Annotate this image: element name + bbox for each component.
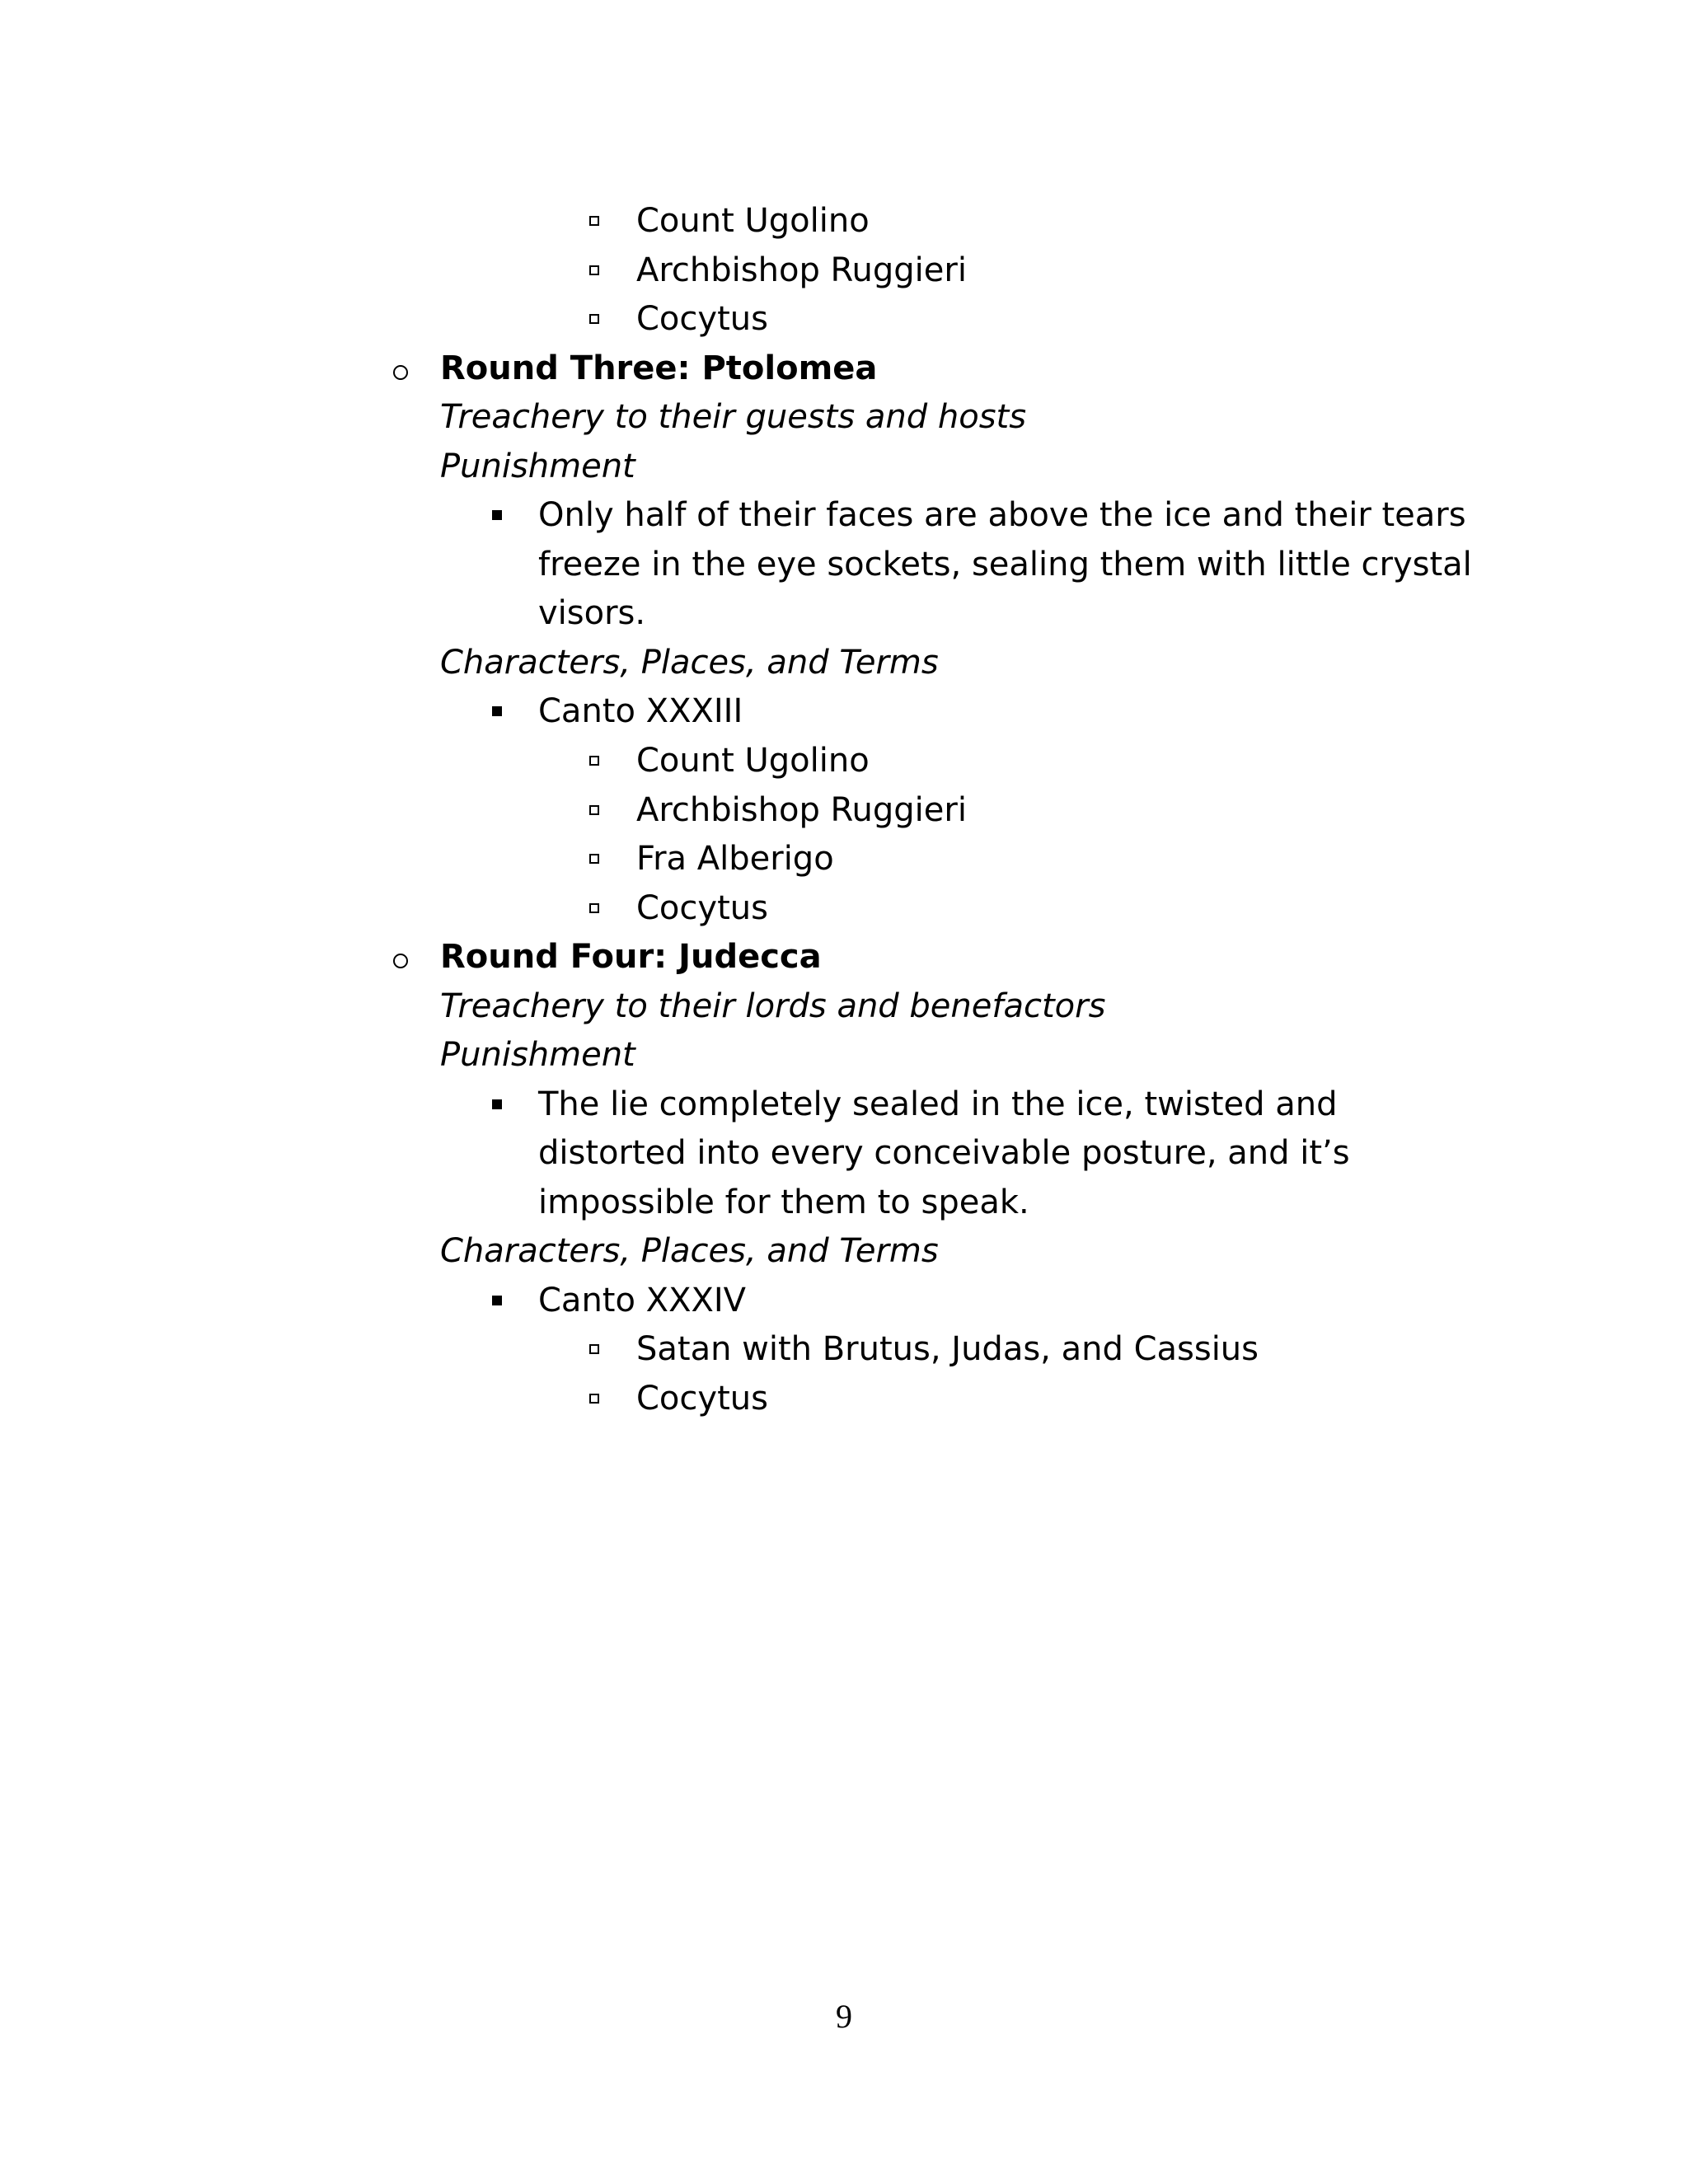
round-three-sin: Treachery to their guests and hosts	[440, 398, 1027, 436]
hollow-square-bullet-icon	[589, 314, 599, 324]
hollow-square-bullet-icon	[589, 1394, 599, 1404]
punishment-text-line: The lie completely sealed in the ice, twisted and	[538, 1085, 1338, 1123]
canto-label: Canto XXXIII	[538, 692, 743, 730]
list-item: Archbishop Ruggieri	[636, 251, 967, 289]
hollow-square-bullet-icon	[589, 216, 599, 226]
round-three-terms-label: Characters, Places, and Terms	[440, 644, 939, 682]
term-item: Archbishop Ruggieri	[636, 791, 967, 829]
square-bullet-icon	[492, 1099, 502, 1109]
term-item: Cocytus	[636, 1380, 768, 1418]
round-four-punishment-label: Punishment	[440, 1036, 635, 1074]
circle-bullet-icon	[393, 954, 408, 968]
square-bullet-icon	[492, 510, 502, 520]
round-three-heading: Round Three: Ptolomea	[440, 349, 878, 387]
round-three-punishment-label: Punishment	[440, 448, 635, 485]
hollow-square-bullet-icon	[589, 903, 599, 913]
hollow-square-bullet-icon	[589, 756, 599, 766]
list-item: Count Ugolino	[636, 202, 870, 240]
canto-label: Canto XXXIV	[538, 1282, 747, 1319]
punishment-text-line: distorted into every conceivable posture, and it’s	[538, 1134, 1350, 1172]
term-item: Count Ugolino	[636, 742, 870, 780]
hollow-square-bullet-icon	[589, 805, 599, 815]
list-item: Cocytus	[636, 300, 768, 338]
term-item: Cocytus	[636, 889, 768, 927]
term-item: Fra Alberigo	[636, 840, 834, 878]
round-four-heading: Round Four: Judecca	[440, 938, 822, 976]
punishment-text-line: visors.	[538, 594, 646, 632]
round-four-terms-label: Characters, Places, and Terms	[440, 1232, 939, 1270]
hollow-square-bullet-icon	[589, 265, 599, 275]
punishment-text-line: impossible for them to speak.	[538, 1183, 1029, 1221]
hollow-square-bullet-icon	[589, 1344, 599, 1354]
circle-bullet-icon	[393, 365, 408, 380]
hollow-square-bullet-icon	[589, 854, 599, 864]
square-bullet-icon	[492, 1296, 502, 1305]
punishment-text-line: freeze in the eye sockets, sealing them with little crystal	[538, 546, 1472, 583]
round-four-sin: Treachery to their lords and benefactors	[440, 987, 1106, 1025]
square-bullet-icon	[492, 706, 502, 716]
page-number: 9	[836, 1998, 852, 2035]
term-item: Satan with Brutus, Judas, and Cassius	[636, 1330, 1259, 1368]
punishment-text-line: Only half of their faces are above the ice and their tears	[538, 496, 1466, 534]
